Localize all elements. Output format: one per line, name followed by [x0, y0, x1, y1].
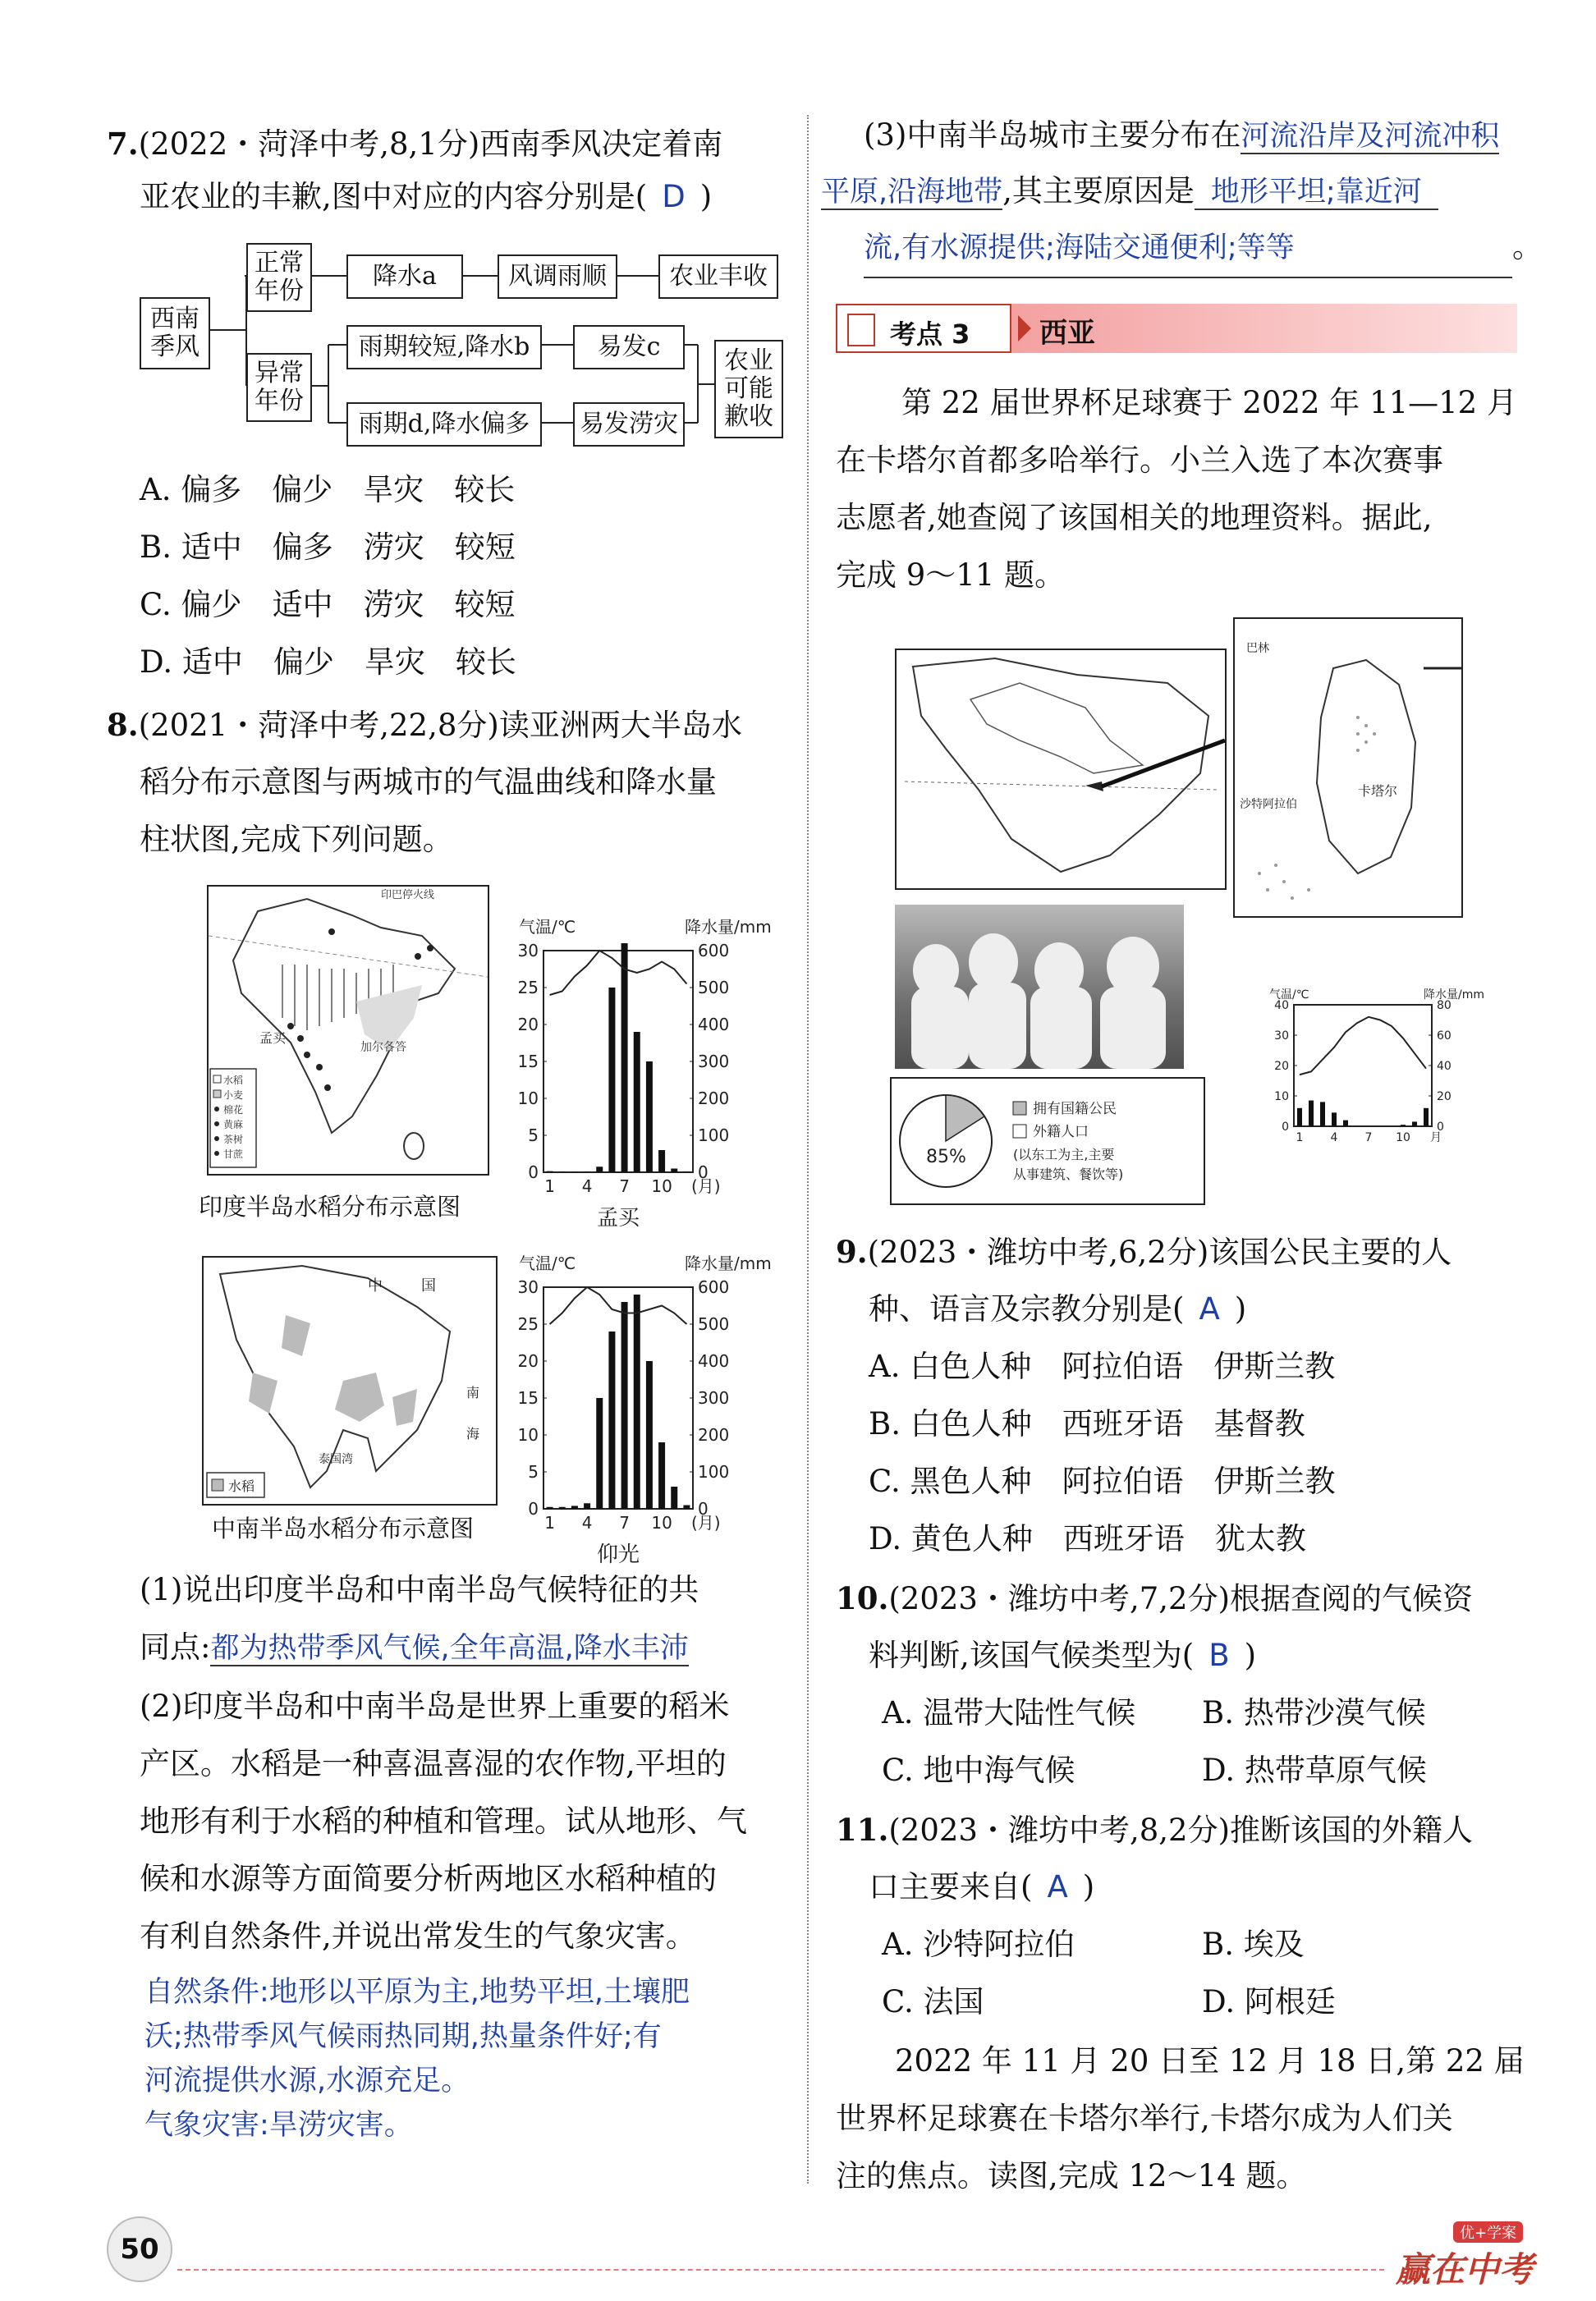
- q10-line2: [869, 1627, 1256, 1684]
- precip-bar-3: [1320, 1102, 1325, 1126]
- left-tick-3: 15: [517, 1388, 539, 1408]
- brand-badge: 优+学案: [1453, 2221, 1523, 2243]
- left-tick-6: 30: [517, 1277, 539, 1297]
- q8-sub1-line1: (1)说出印度半岛和中南半岛气候特征的共: [140, 1572, 699, 1607]
- pie-note-2: 从事建筑、餐饮等): [1013, 1167, 1124, 1182]
- q10-stem-end: ): [1244, 1638, 1257, 1673]
- precip-bar-11: [671, 1487, 677, 1509]
- q9-answer: A: [1199, 1291, 1220, 1327]
- map2-label-hai: 海: [466, 1426, 480, 1442]
- q9-choice-b[interactable]: B. 白色人种 西班牙语 基督教: [869, 1406, 1305, 1442]
- q8-sub3-line2: [821, 163, 1438, 221]
- left-axis-title: 气温/℃: [519, 1254, 576, 1273]
- left-tick-2: 10: [517, 1089, 539, 1108]
- q8-sub2-answer-2: 沃;热带季风气候雨热同期,热量条件好;有: [144, 2020, 662, 2053]
- precip-bar-9: [646, 1361, 653, 1509]
- notebook-icon: [847, 314, 875, 346]
- left-tick-1: 10: [1274, 1089, 1289, 1103]
- q7-node-a5: 农业可能歉收: [714, 340, 783, 438]
- q8-sub3-lead: (3)中南半岛城市主要分布在: [864, 117, 1241, 153]
- right-tick-3: 60: [1437, 1029, 1452, 1043]
- q7-number: 7.: [107, 126, 139, 162]
- precip-bar-5: [1343, 1121, 1348, 1126]
- precip-bar-1: [547, 1507, 553, 1509]
- west-asia-map: [895, 649, 1227, 890]
- x-tick-7: 7: [1364, 1131, 1373, 1144]
- right-tick-1: 100: [698, 1462, 730, 1482]
- q9-line1: [836, 1223, 1452, 1281]
- west-asia-map-drawing: [897, 650, 1225, 888]
- q8-sub3-end: 。: [1512, 229, 1543, 264]
- q11-choice-b[interactable]: B. 埃及: [1202, 1927, 1305, 1962]
- q10-choice-a[interactable]: A. 温带大陆性气候: [882, 1695, 1136, 1730]
- q8-number: 8.: [107, 707, 139, 743]
- pie-percent-label: 85%: [926, 1147, 966, 1167]
- indochina-rice-map: [202, 1256, 498, 1506]
- right-tick-0: 0: [1437, 1120, 1444, 1134]
- mumbai-climate-chart: [493, 910, 772, 1231]
- left-tick-1: 5: [528, 1125, 539, 1145]
- q10-number: 10.: [836, 1580, 889, 1616]
- brand-logo: 赢在中考: [1396, 2249, 1534, 2290]
- qatar-map-drawing: [1235, 619, 1461, 916]
- india-map-drawing: [209, 887, 488, 1174]
- intro2-line2: 世界杯足球赛在卡塔尔举行,卡塔尔成为人们关: [836, 2101, 1453, 2136]
- q8-sub1-line2: [140, 1619, 689, 1677]
- precip-bar-5: [596, 1398, 603, 1509]
- left-tick-4: 20: [517, 1015, 539, 1034]
- qatar-people-photo: [895, 905, 1184, 1069]
- q10-answer: B: [1208, 1638, 1230, 1673]
- left-tick-0: 0: [1282, 1120, 1289, 1134]
- q7-choice-b[interactable]: B. 适中 偏多 涝灾 较短: [140, 529, 516, 565]
- q8-sub2-answer-3: 河流提供水源,水源充足。: [144, 2065, 470, 2097]
- precip-bar-12: [683, 1506, 690, 1510]
- q7-choice-a[interactable]: A. 偏多 偏少 旱灾 较长: [140, 472, 516, 507]
- temperature-line: [550, 1287, 687, 1324]
- q7-node-a1: 雨期较短,降水b: [346, 325, 542, 369]
- q11-line1: [836, 1801, 1473, 1859]
- column-divider: [807, 115, 809, 2184]
- q11-choice-d[interactable]: D. 阿根廷: [1202, 1984, 1336, 2019]
- q10-choice-c[interactable]: C. 地中海气候: [882, 1753, 1075, 1788]
- q7-node-normal: 正常年份: [246, 243, 312, 312]
- q7-node-n2: 风调雨顺: [498, 254, 617, 299]
- precip-bar-6: [608, 1332, 615, 1509]
- pie-legend-foreign: 外籍人口: [1033, 1124, 1089, 1140]
- plot-frame: [543, 951, 693, 1172]
- left-tick-2: 20: [1274, 1059, 1289, 1073]
- q8-stem-3: 柱状图,完成下列问题。: [140, 822, 453, 857]
- right-tick-2: 40: [1437, 1059, 1452, 1073]
- q9-stem-2: 种、语言及宗教分别是(: [869, 1291, 1185, 1327]
- q7-node-a2: 易发c: [573, 325, 685, 369]
- q8-stem-2: 稻分布示意图与两城市的气温曲线和降水量: [140, 764, 717, 800]
- right-tick-1: 100: [698, 1125, 730, 1145]
- q7-choice-d[interactable]: D. 适中 偏少 旱灾 较长: [140, 644, 516, 680]
- precip-bar-10: [1401, 1125, 1406, 1126]
- precip-bar-8: [634, 1032, 640, 1172]
- qatar-map: [1233, 617, 1463, 918]
- x-tick-4: 4: [581, 1176, 593, 1196]
- q10-choice-b[interactable]: B. 热带沙漠气候: [1202, 1695, 1426, 1730]
- precip-bar-3: [571, 1506, 578, 1509]
- intro1-line2: 在卡塔尔首都多哈举行。小兰入选了本次赛事: [836, 442, 1443, 478]
- map1-legend-wheat: 小麦: [223, 1089, 244, 1101]
- q8-sub2-line4: 候和水源等方面简要分析两地区水稻种植的: [140, 1861, 717, 1896]
- map2-label-zhong: 中: [368, 1277, 383, 1295]
- right-axis-title: 降水量/mm: [1424, 988, 1484, 1002]
- q9-line2: [869, 1281, 1246, 1338]
- precip-bar-9: [646, 1061, 653, 1172]
- q9-choice-d[interactable]: D. 黄色人种 西班牙语 犹太教: [869, 1521, 1306, 1556]
- q7-stem-2: 亚农业的丰歉,图中对应的内容分别是(: [140, 179, 648, 214]
- q8-line1: [107, 696, 742, 754]
- q7-stem-end: ): [699, 179, 713, 214]
- precip-bar-2: [559, 1171, 566, 1172]
- map2-label-nan: 南: [466, 1385, 480, 1400]
- left-tick-2: 10: [517, 1425, 539, 1445]
- q7-node-a4: 易发涝灾: [573, 402, 685, 447]
- q8-sub2-answer-1: 自然条件:地形以平原为主,地势平坦,土壤肥: [144, 1976, 690, 2009]
- precip-bar-7: [621, 1302, 628, 1509]
- precip-bar-1: [547, 1171, 553, 1172]
- map2-label-gulf: 泰国湾: [319, 1453, 353, 1466]
- q11-number: 11.: [836, 1812, 889, 1848]
- precip-bar-10: [658, 1150, 665, 1172]
- precip-bar-4: [584, 1171, 590, 1172]
- x-axis-title: (月): [691, 1513, 721, 1533]
- x-tick-7: 7: [619, 1513, 630, 1533]
- section-arrow-icon: [1018, 315, 1031, 341]
- x-tick-1: 1: [544, 1513, 555, 1533]
- x-axis-title: 月: [1430, 1131, 1442, 1144]
- precip-bar-12: [683, 1171, 690, 1172]
- q7-line1: [107, 115, 722, 173]
- q9-number: 9.: [836, 1234, 868, 1270]
- q8-sub3-answer-3[interactable]: 地形平坦;靠近河: [1195, 176, 1438, 210]
- plot-frame: [543, 1287, 693, 1509]
- map1-legend-ceasefire: 印巴停火线: [381, 889, 435, 901]
- q9-choice-c[interactable]: C. 黑色人种 阿拉伯语 伊斯兰教: [869, 1464, 1336, 1499]
- x-tick-10: 10: [1396, 1131, 1410, 1144]
- temperature-line: [550, 951, 687, 995]
- pie-legend-citizens: 拥有国籍公民: [1033, 1101, 1117, 1117]
- left-tick-4: 20: [517, 1351, 539, 1371]
- right-tick-5: 500: [698, 978, 730, 997]
- precip-bar-7: [621, 943, 628, 1172]
- q10-line1: [836, 1570, 1473, 1628]
- q10-choice-d[interactable]: D. 热带草原气候: [1202, 1753, 1427, 1788]
- q10-stem-1: (2023・潍坊中考,7,2分)根据查阅的气候资: [888, 1581, 1474, 1616]
- precip-bar-4: [584, 1503, 590, 1509]
- map1-legend-rice: 水稻: [223, 1075, 244, 1086]
- q8-sub3-answer-4[interactable]: 流,有水源提供;海陆交通便利;等等: [864, 219, 1512, 278]
- left-axis-title: 气温/℃: [1269, 988, 1309, 1002]
- precip-bar-11: [671, 1169, 677, 1173]
- q11-stem-1: (2023・潍坊中考,8,2分)推断该国的外籍人: [888, 1813, 1474, 1848]
- qatar-climate-chart: [1264, 987, 1484, 1176]
- q8-sub3-answer-1[interactable]: 河流沿岸及河流冲积: [1241, 120, 1500, 153]
- q7-node-a3: 雨期d,降水偏多: [346, 402, 542, 447]
- qatar-map-label-qatar: 卡塔尔: [1358, 783, 1398, 799]
- q8-sub2-line1: (2)印度半岛和中南半岛是世界上重要的稻米: [140, 1689, 730, 1724]
- plot-frame: [1294, 1005, 1432, 1126]
- x-tick-10: 10: [651, 1513, 672, 1533]
- q9-choice-a[interactable]: A. 白色人种 阿拉伯语 伊斯兰教: [869, 1349, 1336, 1384]
- yangon-climate-chart: [493, 1246, 772, 1567]
- q8-sub3-line3: [864, 218, 1543, 278]
- left-tick-5: 25: [517, 978, 539, 997]
- q7-node-n1: 降水a: [346, 254, 463, 299]
- chart-title: 孟买: [596, 1206, 640, 1231]
- right-tick-6: 600: [698, 941, 730, 960]
- intro1-line4: 完成 9～11 题。: [836, 557, 1066, 593]
- right-tick-4: 400: [698, 1351, 730, 1371]
- q9-stem-1: (2023・潍坊中考,6,2分)该国公民主要的人: [867, 1235, 1452, 1270]
- q8-sub2-line2: 产区。水稻是一种喜温喜湿的农作物,平坦的: [140, 1746, 727, 1781]
- section-title: 西亚: [1039, 317, 1095, 350]
- q7-node-n3: 农业丰收: [658, 254, 778, 299]
- population-pie-box: [890, 1077, 1205, 1205]
- q7-node-root: 西南季风: [140, 297, 210, 369]
- q8-sub2-answer-4: 气象灾害:旱涝灾害。: [144, 2109, 413, 2142]
- map1-legend-jute: 黄麻: [223, 1119, 244, 1130]
- intro2-line3: 注的焦点。读图,完成 12～14 题。: [836, 2158, 1307, 2193]
- map1-legend-tea: 茶树: [223, 1134, 244, 1145]
- right-tick-6: 600: [698, 1277, 730, 1297]
- left-tick-4: 40: [1274, 998, 1289, 1012]
- right-tick-5: 500: [698, 1314, 730, 1334]
- right-tick-4: 80: [1437, 998, 1452, 1012]
- right-tick-1: 20: [1437, 1089, 1452, 1103]
- photo-figures: [895, 905, 1184, 1069]
- footer-rule: [177, 2269, 1384, 2271]
- intro1-line1: 第 22 届世界杯足球赛于 2022 年 11—12 月: [901, 385, 1517, 420]
- left-tick-0: 0: [528, 1499, 539, 1519]
- precip-bar-8: [634, 1295, 640, 1509]
- q8-sub2-line5: 有利自然条件,并说出常发生的气象灾害。: [140, 1918, 696, 1954]
- qatar-map-label-bahrain: 巴林: [1246, 642, 1269, 655]
- q7-choice-c[interactable]: C. 偏少 适中 涝灾 较短: [140, 587, 516, 622]
- x-tick-4: 4: [581, 1513, 593, 1533]
- precip-bar-2: [559, 1507, 566, 1509]
- q7-answer: D: [662, 179, 686, 214]
- q8-sub2-line3: 地形有利于水稻的种植和管理。试从地形、气: [140, 1804, 747, 1839]
- map2-label-guo: 国: [421, 1277, 436, 1295]
- right-tick-3: 300: [698, 1388, 730, 1408]
- left-tick-0: 0: [528, 1162, 539, 1182]
- indochina-map-drawing: [204, 1258, 496, 1504]
- q11-line2: [869, 1859, 1094, 1916]
- right-tick-2: 200: [698, 1425, 730, 1445]
- q11-stem-end: ): [1082, 1869, 1095, 1905]
- temperature-line: [1300, 1017, 1426, 1075]
- x-axis-title: (月): [691, 1176, 721, 1196]
- right-tick-4: 400: [698, 1015, 730, 1034]
- q11-answer: A: [1047, 1869, 1068, 1905]
- precip-bar-4: [1332, 1112, 1337, 1126]
- indochina-map-caption: 中南半岛水稻分布示意图: [212, 1515, 475, 1542]
- map1-label-kolkata: 加尔各答: [360, 1041, 406, 1054]
- q8-sub3-mid: ,其主要原因是: [1002, 173, 1195, 209]
- right-tick-2: 200: [698, 1089, 730, 1108]
- right-tick-3: 300: [698, 1052, 730, 1071]
- right-axis-title: 降水量/mm: [685, 917, 772, 937]
- intro2-line1: 2022 年 11 月 20 日至 12 月 18 日,第 22 届: [895, 2043, 1525, 2079]
- q8-sub3-line1: [864, 107, 1499, 165]
- left-tick-3: 30: [1274, 1029, 1289, 1043]
- x-tick-1: 1: [544, 1176, 555, 1196]
- q8-sub1-answer[interactable]: 都为热带季风气候,全年高温,降水丰沛: [210, 1632, 689, 1665]
- pie-note-1: (以东工为主,主要: [1013, 1147, 1115, 1162]
- q7-node-abnormal: 异常年份: [246, 353, 312, 422]
- intro1-line3: 志愿者,她查阅了该国相关的地理资料。据此,: [836, 500, 1433, 535]
- chart-title: 仰光: [596, 1542, 640, 1567]
- q9-stem-end: ): [1234, 1291, 1247, 1327]
- q7-line2: [140, 168, 712, 226]
- precip-bar-10: [658, 1442, 665, 1509]
- map2-legend-rice: 水稻: [228, 1478, 255, 1494]
- right-tick-0: 0: [698, 1499, 709, 1519]
- q7-stem-1: (2022・菏泽中考,8,1分)西南季风决定着南: [138, 126, 723, 162]
- left-tick-6: 30: [517, 941, 539, 960]
- page-number: 50: [107, 2216, 172, 2282]
- q8-sub2-answer-block[interactable]: [144, 1970, 690, 2147]
- q10-stem-2: 料判断,该国气候类型为(: [869, 1638, 1195, 1673]
- precip-bar-6: [608, 988, 615, 1172]
- map1-legend-sugarcane: 甘蔗: [223, 1148, 244, 1160]
- precip-bar-2: [1309, 1101, 1314, 1126]
- precip-bar-11: [1412, 1121, 1417, 1126]
- q8-sub1-lead: 同点:: [140, 1629, 211, 1665]
- left-tick-1: 5: [528, 1462, 539, 1482]
- qatar-map-label-saudi: 沙特阿拉伯: [1240, 798, 1297, 811]
- right-axis-title: 降水量/mm: [685, 1254, 772, 1273]
- precip-bar-1: [1297, 1108, 1302, 1126]
- map1-legend-cotton: 棉花: [223, 1104, 244, 1116]
- left-tick-3: 15: [517, 1052, 539, 1071]
- precip-bar-5: [596, 1167, 603, 1172]
- map1-label-mumbai: 孟买: [259, 1030, 287, 1046]
- x-tick-10: 10: [651, 1176, 672, 1196]
- population-pie: [892, 1079, 1204, 1203]
- q11-choice-a[interactable]: A. 沙特阿拉伯: [882, 1927, 1075, 1962]
- q8-stem-1: (2021・菏泽中考,22,8分)读亚洲两大半岛水: [138, 708, 742, 743]
- section-header: [836, 304, 1517, 353]
- left-axis-title: 气温/℃: [519, 917, 576, 937]
- x-tick-4: 4: [1330, 1131, 1338, 1144]
- right-tick-0: 0: [698, 1162, 709, 1182]
- precip-bar-12: [1424, 1108, 1429, 1126]
- q11-stem-2: 口主要来自(: [869, 1869, 1033, 1905]
- section-tag-box: [836, 304, 1011, 353]
- q11-choice-c[interactable]: C. 法国: [882, 1984, 984, 2019]
- section-tag: 考点 3: [890, 319, 970, 350]
- india-map-caption: 印度半岛水稻分布示意图: [199, 1193, 461, 1221]
- q8-sub3-answer-2[interactable]: 平原,沿海地带: [821, 176, 1003, 209]
- left-tick-5: 25: [517, 1314, 539, 1334]
- india-rice-map: [207, 885, 489, 1176]
- x-tick-1: 1: [1296, 1131, 1304, 1144]
- x-tick-7: 7: [619, 1176, 630, 1196]
